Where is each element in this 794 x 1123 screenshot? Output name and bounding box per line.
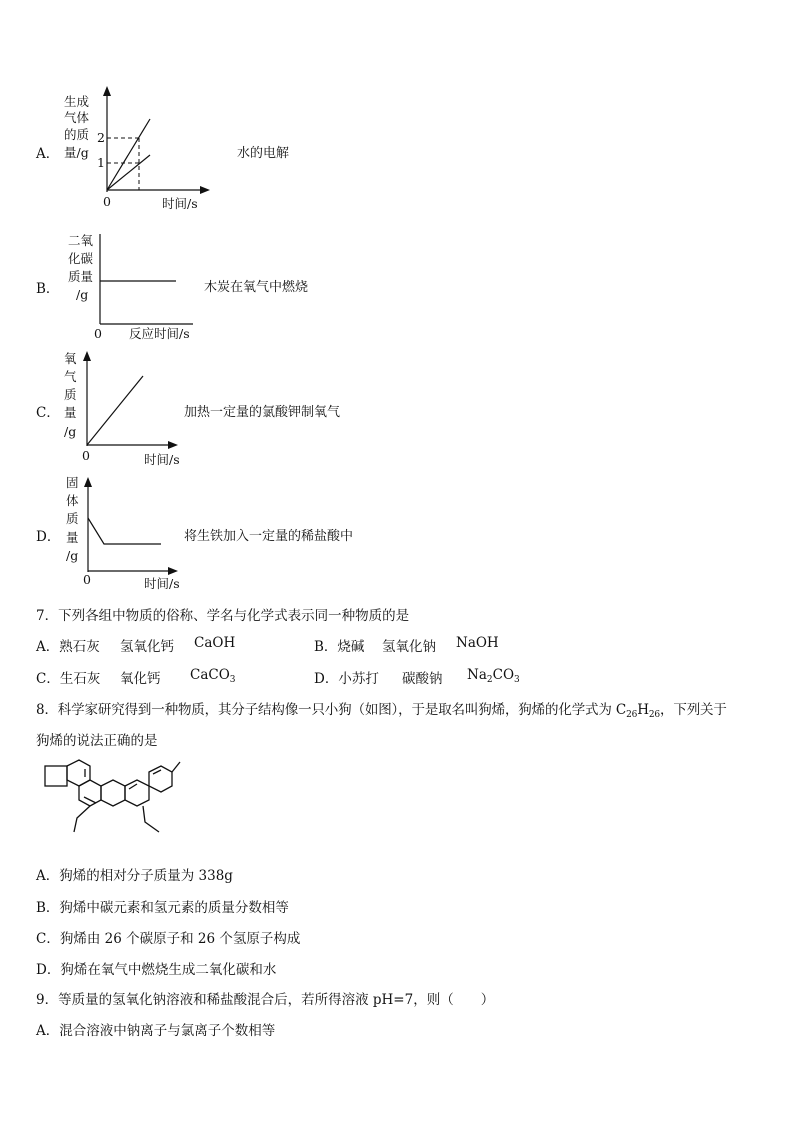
graph-a-x-arrow [200, 186, 210, 194]
q7-option-d [314, 667, 379, 687]
graph-c-ylabel-1: 氧 [64, 351, 77, 366]
option-c-caption: 加热一定量的氯酸钾制氧气 [184, 405, 341, 420]
graph-d-ylabel-1: 固 [66, 475, 79, 490]
graph-a [64, 86, 210, 211]
q7-c-common: 生石灰 [59, 671, 101, 687]
graph-a-ylabel-2: 气体 [64, 110, 90, 125]
q7-d-name: 碳酸钠 [402, 671, 443, 687]
option-a-caption: 水的电解 [237, 146, 290, 161]
q7-d-formula: $Na_2CO_3$ [467, 667, 520, 685]
graph-b-ylabel-4: /g [76, 287, 89, 302]
graph-a-ylabel-1: 生成 [64, 94, 90, 109]
graph-d-ylabel-2: 体 [66, 493, 79, 508]
q8-stem-line2: 狗烯的说法正确的是 [36, 733, 158, 749]
graph-a-origin: 0 [103, 194, 111, 209]
q8-option-b: B．狗烯中碳元素和氢元素的质量分数相等 [36, 900, 289, 916]
graph-c-origin: 0 [82, 448, 90, 463]
graph-d-origin: 0 [83, 572, 91, 587]
graph-a-ylabel-4: 量/g [64, 145, 89, 160]
q7-c-name: 氧化钙 [120, 671, 161, 687]
graph-c-y-arrow [83, 351, 91, 361]
ethyl-left [74, 806, 90, 832]
graph-c-ylabel-3: 质 [64, 387, 77, 402]
graph-b-origin: 0 [94, 326, 102, 341]
graph-a-tick-2: 2 [97, 130, 105, 145]
graph-d-line-decreasing [88, 518, 161, 544]
q7-option-b [314, 635, 364, 655]
graph-d-xlabel: 时间/s [144, 576, 180, 591]
q7-stem: 7．下列各组中物质的俗称、学名与化学式表示同一种物质的是 [36, 608, 410, 624]
ring-3 [101, 780, 125, 806]
q8-option-c: C．狗烯由 26 个碳原子和 26 个氢原子构成 [36, 931, 301, 947]
graph-a-xlabel: 时间/s [162, 196, 198, 211]
graph-c-ylabel-2: 气 [64, 369, 77, 384]
ring-4 [125, 780, 149, 806]
option-b-caption: 木炭在氧气中燃烧 [204, 280, 309, 295]
q7-a-letter: A． [36, 639, 60, 655]
q7-b-name: 氢氧化钠 [382, 639, 436, 655]
q7-b-letter: B． [314, 639, 338, 655]
option-a-letter: A． [36, 146, 60, 162]
q7-option-a [36, 635, 100, 655]
q7-c-formula: CaCO$_3$ [190, 667, 236, 685]
q7-b-common: 烧碱 [337, 639, 365, 655]
ethyl-right [143, 806, 159, 832]
molecule-structure [45, 760, 180, 832]
graph-b-ylabel-3: 质量 [68, 269, 94, 284]
graph-c [64, 351, 180, 467]
graph-d-ylabel-4: 量 [66, 530, 79, 545]
graph-b-ylabel-2: 化碳 [68, 251, 94, 266]
q9-option-a: A．混合溶液中钠离子与氯离子个数相等 [36, 1023, 276, 1039]
graph-a-tick-1: 1 [97, 155, 105, 170]
q8-option-a: A．狗烯的相对分子质量为 338g [36, 868, 233, 884]
cyclobutane-ring [45, 766, 67, 786]
graph-b-xlabel: 反应时间/s [129, 326, 190, 341]
methyl [172, 762, 180, 772]
graph-c-line-rising [87, 376, 143, 445]
graph-a-line-hydrogen [107, 119, 150, 190]
graph-b-ylabel-1: 二氧 [68, 233, 94, 248]
graph-c-x-arrow [168, 441, 178, 449]
q7-b-formula: NaOH [456, 635, 499, 651]
q7-d-common: 小苏打 [338, 671, 379, 687]
graph-a-line-oxygen [107, 155, 150, 190]
q7-a-formula: CaOH [194, 635, 236, 651]
q7-a-name: 氢氧化钙 [120, 639, 174, 655]
graph-c-ylabel-5: /g [64, 424, 77, 439]
graph-d-ylabel-5: /g [66, 548, 79, 563]
q7-a-common: 熟石灰 [59, 639, 100, 655]
graph-d [66, 475, 180, 591]
graph-a-ylabel-3: 的质 [64, 127, 90, 142]
graph-c-ylabel-4: 量 [64, 405, 77, 420]
q8-stem-line1: 8．科学家研究得到一种物质，其分子结构像一只小狗（如图），于是取名叫狗烯，狗烯的化学式为 $C_{26}H_{26}$，下列关于 [36, 702, 727, 720]
graph-b [68, 233, 193, 341]
option-c-letter: C． [36, 405, 60, 421]
ring-2 [79, 780, 101, 806]
q7-c-letter: C． [36, 671, 60, 687]
graph-d-ylabel-3: 质 [66, 511, 79, 526]
graph-d-x-arrow [168, 567, 178, 575]
q7-option-c [36, 667, 100, 687]
graph-d-y-arrow [84, 477, 92, 487]
option-d-caption: 将生铁加入一定量的稀盐酸中 [184, 529, 354, 544]
option-b-letter: B． [36, 281, 60, 297]
q7-d-letter: D． [314, 671, 339, 687]
option-d-letter: D． [36, 529, 61, 545]
graph-a-y-arrow [103, 86, 111, 96]
graph-c-xlabel: 时间/s [144, 452, 180, 467]
q8-option-d: D．狗烯在氧气中燃烧生成二氧化碳和水 [36, 962, 277, 978]
q9-stem: 9．等质量的氢氧化钠溶液和稀盐酸混合后，若所得溶液 pH=7，则（ ） [36, 992, 495, 1008]
